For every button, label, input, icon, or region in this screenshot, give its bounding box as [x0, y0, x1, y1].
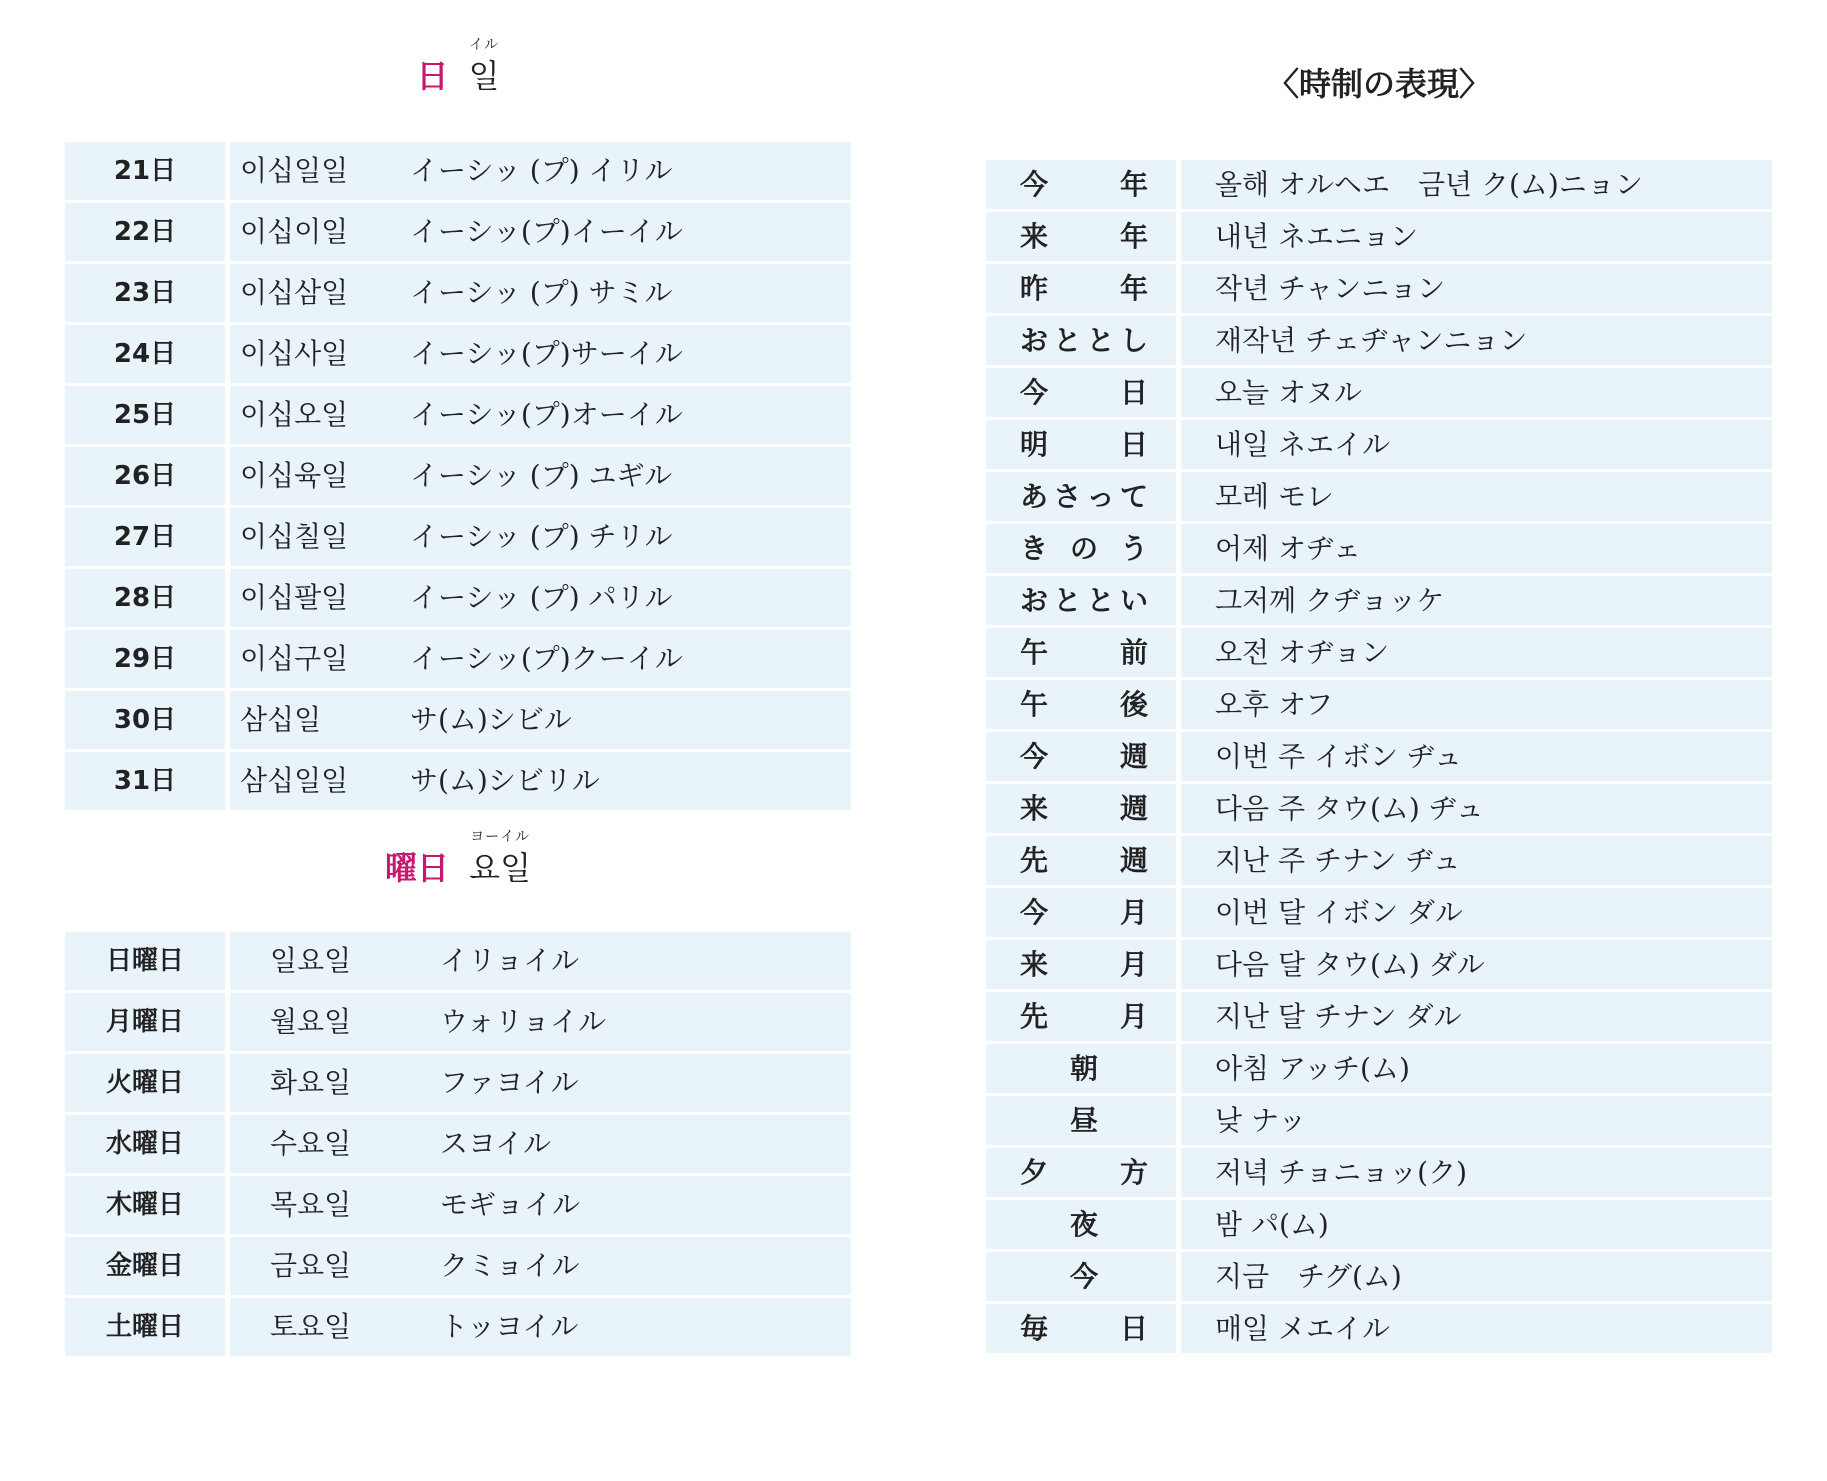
korean-translation: 지금 チグ(ム): [1181, 1252, 1772, 1301]
table-row: [65, 1054, 851, 1112]
katakana-reading: イリョイル: [440, 944, 580, 977]
korean-word: 이십육일: [240, 459, 349, 492]
term-cell: [986, 628, 1176, 677]
table-row: [65, 752, 851, 810]
japanese-term: 来年: [1020, 220, 1148, 253]
days-heading-ruby: イル: [469, 37, 500, 53]
korean-translation: 매일 メエイル: [1181, 1304, 1772, 1353]
term-cell: [986, 1200, 1176, 1249]
term-cell: [986, 472, 1176, 521]
weekday-korean-cell: [230, 1115, 851, 1173]
weekday-label: 金曜日: [65, 1237, 225, 1295]
weekdays-heading: [65, 829, 851, 908]
term-cell: [986, 836, 1176, 885]
japanese-term: 来月: [1020, 948, 1148, 981]
korean-translation: 어제 オヂェ: [1181, 524, 1772, 573]
table-row: [986, 524, 1772, 573]
korean-word: 이십팔일: [240, 581, 349, 614]
katakana-reading: ウォリョイル: [440, 1005, 607, 1038]
korean-translation: 오전 オヂョン: [1181, 628, 1772, 677]
term-cell: [986, 1304, 1176, 1353]
term-cell: [986, 1044, 1176, 1093]
table-row: [986, 1200, 1772, 1249]
table-row: [65, 142, 851, 200]
table-row: [986, 1304, 1772, 1353]
term-cell: [986, 420, 1176, 469]
table-row: [65, 1115, 851, 1173]
table-row: [65, 325, 851, 383]
weekday-korean-cell: [230, 1298, 851, 1356]
katakana-reading: サ(ム)シビリル: [410, 764, 600, 797]
table-row: [986, 264, 1772, 313]
table-row: [65, 569, 851, 627]
japanese-term: 今年: [1020, 168, 1148, 201]
table-row: [986, 368, 1772, 417]
korean-translation: 그저께 クヂョッケ: [1181, 576, 1772, 625]
katakana-reading: イーシッ (プ) ユギル: [410, 459, 673, 492]
japanese-term: 先週: [1020, 844, 1148, 877]
day-label: 27日: [65, 508, 225, 566]
korean-translation: 다음 달 タウ(ム) ダル: [1181, 940, 1772, 989]
day-korean-cell: [230, 569, 851, 627]
korean-translation: 낮 ナッ: [1181, 1096, 1772, 1145]
japanese-term: 朝: [1069, 1052, 1098, 1085]
japanese-term: 夜: [1069, 1208, 1098, 1241]
katakana-reading: トッヨイル: [440, 1310, 579, 1343]
katakana-reading: イーシッ(プ)クーイル: [410, 642, 683, 675]
table-row: [65, 1237, 851, 1295]
korean-word: 화요일: [270, 1066, 352, 1099]
weekday-label: 水曜日: [65, 1115, 225, 1173]
katakana-reading: イーシッ(プ)オーイル: [410, 398, 683, 431]
japanese-term: 今週: [1020, 740, 1148, 773]
table-row: [65, 508, 851, 566]
term-cell: [986, 316, 1176, 365]
table-row: [65, 1298, 851, 1356]
japanese-term: 午前: [1020, 636, 1148, 669]
japanese-term: おととし: [1020, 324, 1148, 357]
days-heading-ko-wrap: [468, 37, 500, 96]
weekdays-table: [65, 932, 851, 1359]
japanese-term: 明日: [1020, 428, 1148, 461]
day-label: 24日: [65, 325, 225, 383]
weekdays-heading-ko-wrap: [469, 829, 531, 888]
weekday-korean-cell: [230, 932, 851, 990]
korean-word: 월요일: [270, 1005, 352, 1038]
korean-translation: 오늘 オヌル: [1181, 368, 1772, 417]
table-row: [65, 993, 851, 1051]
table-row: [986, 888, 1772, 937]
table-row: [986, 1252, 1772, 1301]
term-cell: [986, 264, 1176, 313]
korean-word: 금요일: [270, 1249, 352, 1282]
japanese-term: 昼: [1069, 1104, 1098, 1137]
day-label: 25日: [65, 386, 225, 444]
japanese-term: 午後: [1020, 688, 1148, 721]
table-row: [986, 212, 1772, 261]
katakana-reading: イーシッ(プ)サーイル: [410, 337, 683, 370]
table-row: [986, 784, 1772, 833]
table-row: [986, 576, 1772, 625]
table-row: [986, 680, 1772, 729]
weekday-korean-cell: [230, 1054, 851, 1112]
term-cell: [986, 524, 1176, 573]
korean-translation: 다음 주 タウ(ム) ヂュ: [1181, 784, 1772, 833]
term-cell: [986, 1096, 1176, 1145]
day-label: 22日: [65, 203, 225, 261]
korean-word: 이십삼일: [240, 276, 349, 309]
term-cell: [986, 160, 1176, 209]
term-cell: [986, 680, 1176, 729]
japanese-term: 毎日: [1020, 1312, 1148, 1345]
weekdays-heading-ja: 曜日: [384, 849, 449, 887]
table-row: [986, 732, 1772, 781]
days-heading-ko: 일: [468, 57, 500, 95]
korean-word: 이십사일: [240, 337, 349, 370]
term-cell: [986, 212, 1176, 261]
day-korean-cell: [230, 630, 851, 688]
table-row: [986, 160, 1772, 209]
weekdays-heading-ruby: ヨーイル: [470, 829, 531, 845]
day-label: 23日: [65, 264, 225, 322]
korean-translation: 작년 チャンニョン: [1181, 264, 1772, 313]
day-korean-cell: [230, 203, 851, 261]
term-cell: [986, 1252, 1176, 1301]
day-korean-cell: [230, 447, 851, 505]
japanese-term: あさって: [1020, 480, 1148, 513]
table-row: [986, 992, 1772, 1041]
days-heading: [65, 37, 851, 116]
korean-translation: 이번 주 イボン ヂュ: [1181, 732, 1772, 781]
katakana-reading: イーシッ(プ)イーイル: [410, 215, 683, 248]
day-korean-cell: [230, 508, 851, 566]
korean-word: 이십구일: [240, 642, 349, 675]
weekday-korean-cell: [230, 1237, 851, 1295]
japanese-term: 今: [1069, 1260, 1098, 1293]
korean-translation: 오후 オフ: [1181, 680, 1772, 729]
tense-table: [986, 160, 1772, 1356]
term-cell: [986, 576, 1176, 625]
japanese-term: 夕方: [1020, 1156, 1148, 1189]
table-row: [65, 932, 851, 990]
weekday-label: 土曜日: [65, 1298, 225, 1356]
korean-word: 토요일: [270, 1310, 352, 1343]
korean-translation: 올해 オルヘエ 금년 ク(ム)ニョン: [1181, 160, 1772, 209]
japanese-term: 今月: [1020, 896, 1148, 929]
term-cell: [986, 732, 1176, 781]
table-row: [986, 1148, 1772, 1197]
korean-translation: 아침 アッチ(ム): [1181, 1044, 1772, 1093]
day-korean-cell: [230, 386, 851, 444]
weekdays-heading-ko: 요일: [469, 849, 531, 887]
table-row: [986, 1096, 1772, 1145]
term-cell: [986, 888, 1176, 937]
korean-word: 이십일일: [240, 154, 349, 187]
weekday-korean-cell: [230, 1176, 851, 1234]
table-row: [65, 447, 851, 505]
weekday-label: 日曜日: [65, 932, 225, 990]
term-cell: [986, 368, 1176, 417]
day-korean-cell: [230, 752, 851, 810]
table-row: [986, 316, 1772, 365]
korean-translation: 재작년 チェヂャンニョン: [1181, 316, 1772, 365]
term-cell: [986, 1148, 1176, 1197]
korean-word: 이십이일: [240, 215, 349, 248]
table-row: [65, 630, 851, 688]
korean-word: 일요일: [270, 944, 352, 977]
katakana-reading: サ(ム)シビル: [410, 703, 572, 736]
term-cell: [986, 992, 1176, 1041]
japanese-term: おととい: [1020, 584, 1148, 617]
weekday-label: 月曜日: [65, 993, 225, 1051]
weekday-korean-cell: [230, 993, 851, 1051]
table-row: [986, 420, 1772, 469]
day-label: 26日: [65, 447, 225, 505]
table-row: [65, 264, 851, 322]
korean-word: 삼십일일: [240, 764, 349, 797]
korean-word: 목요일: [270, 1188, 352, 1221]
korean-word: 이십칠일: [240, 520, 349, 553]
japanese-term: 先月: [1020, 1000, 1148, 1033]
table-row: [65, 1176, 851, 1234]
katakana-reading: イーシッ (プ) パリル: [410, 581, 673, 614]
term-cell: [986, 784, 1176, 833]
korean-translation: 지난 주 チナン ヂュ: [1181, 836, 1772, 885]
katakana-reading: クミョイル: [440, 1249, 580, 1282]
weekday-label: 木曜日: [65, 1176, 225, 1234]
table-row: [986, 472, 1772, 521]
table-row: [65, 203, 851, 261]
table-row: [986, 940, 1772, 989]
katakana-reading: モギョイル: [440, 1188, 581, 1221]
korean-translation: 이번 달 イボン ダル: [1181, 888, 1772, 937]
katakana-reading: ファヨイル: [440, 1066, 579, 1099]
korean-word: 이십오일: [240, 398, 349, 431]
japanese-term: 今日: [1020, 376, 1148, 409]
katakana-reading: スヨイル: [440, 1127, 552, 1160]
katakana-reading: イーシッ (プ) サミル: [410, 276, 673, 309]
katakana-reading: イーシッ (プ) チリル: [410, 520, 673, 553]
korean-word: 수요일: [270, 1127, 352, 1160]
days-heading-ja: 日: [416, 57, 449, 95]
day-korean-cell: [230, 691, 851, 749]
day-korean-cell: [230, 325, 851, 383]
korean-translation: 저녁 チョニョッ(ク): [1181, 1148, 1772, 1197]
korean-word: 삼십일: [240, 703, 322, 736]
japanese-term: 来週: [1020, 792, 1148, 825]
table-row: [986, 628, 1772, 677]
term-cell: [986, 940, 1176, 989]
day-korean-cell: [230, 142, 851, 200]
table-row: [986, 836, 1772, 885]
day-label: 28日: [65, 569, 225, 627]
katakana-reading: イーシッ (プ) イリル: [410, 154, 673, 187]
japanese-term: 昨年: [1020, 272, 1148, 305]
day-label: 30日: [65, 691, 225, 749]
korean-translation: 내일 ネエイル: [1181, 420, 1772, 469]
day-korean-cell: [230, 264, 851, 322]
day-label: 21日: [65, 142, 225, 200]
weekday-label: 火曜日: [65, 1054, 225, 1112]
tense-heading: 〈時制の表現〉: [1266, 65, 1491, 103]
korean-translation: 모레 モレ: [1181, 472, 1772, 521]
table-row: [986, 1044, 1772, 1093]
korean-translation: 내년 ネエニョン: [1181, 212, 1772, 261]
table-row: [65, 386, 851, 444]
korean-translation: 지난 달 チナン ダル: [1181, 992, 1772, 1041]
day-label: 29日: [65, 630, 225, 688]
table-row: [65, 691, 851, 749]
japanese-term: きのう: [1020, 532, 1148, 565]
day-label: 31日: [65, 752, 225, 810]
days-table: [65, 142, 851, 813]
korean-translation: 밤 パ(ム): [1181, 1200, 1772, 1249]
